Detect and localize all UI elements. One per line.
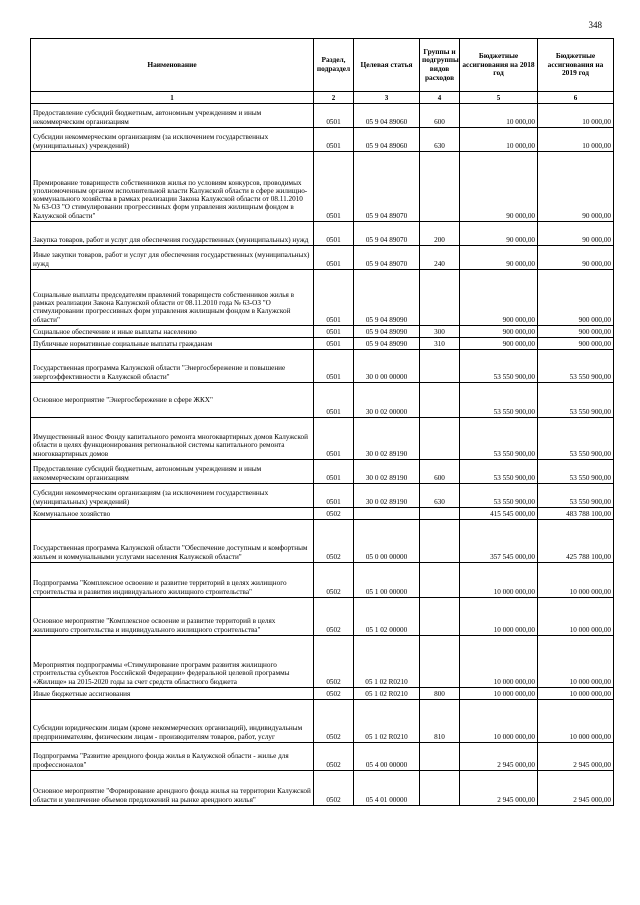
table-row <box>31 484 614 508</box>
row-name: Публичные нормативные социальные выплаты гражданам <box>31 338 314 350</box>
row-2018: 90 000,00 <box>460 222 538 246</box>
header-name: Наименование <box>31 39 314 92</box>
table-row <box>31 418 614 460</box>
row-section: 0501 <box>314 128 354 152</box>
table-row <box>31 350 614 383</box>
row-2018: 10 000 000,00 <box>460 688 538 700</box>
row-group: 600 <box>420 104 460 128</box>
row-2019: 53 550 900,00 <box>538 418 614 460</box>
row-2019: 10 000,00 <box>538 128 614 152</box>
table-row <box>31 152 614 222</box>
row-target: 05 1 00 00000 <box>354 563 420 598</box>
row-2018: 900 000,00 <box>460 338 538 350</box>
row-target: 05 9 04 89070 <box>354 246 420 270</box>
row-group <box>420 520 460 563</box>
row-target: 30 0 02 00000 <box>354 383 420 418</box>
table-row <box>31 246 614 270</box>
row-2019: 10 000 000,00 <box>538 700 614 743</box>
row-name: Субсидии некоммерческим организациям (за исключением государственных (муниципальных) учреждений) <box>31 128 314 152</box>
row-2019: 53 550 900,00 <box>538 350 614 383</box>
table-row <box>31 520 614 563</box>
col-number: 4 <box>420 92 460 104</box>
row-name: Социальное обеспечение и иные выплаты населению <box>31 326 314 338</box>
row-section: 0501 <box>314 222 354 246</box>
row-name: Государственная программа Калужской области "Обеспечение доступным и комфортным жильем и коммунальными услугами населения Калужской области" <box>31 520 314 563</box>
row-group <box>420 743 460 771</box>
row-2019: 10 000,00 <box>538 104 614 128</box>
row-name: Субсидии некоммерческим организациям (за исключением государственных (муниципальных) учреждений) <box>31 484 314 508</box>
row-target: 05 1 02 R0210 <box>354 700 420 743</box>
row-2019: 90 000,00 <box>538 246 614 270</box>
row-2018: 53 550 900,00 <box>460 350 538 383</box>
row-section: 0501 <box>314 484 354 508</box>
row-group: 240 <box>420 246 460 270</box>
col-number: 2 <box>314 92 354 104</box>
row-name: Подпрограмма "Развитие арендного фонда жилья в Калужской области - жилье для профессионалов" <box>31 743 314 771</box>
row-target: 30 0 02 89190 <box>354 460 420 484</box>
row-2019: 90 000,00 <box>538 222 614 246</box>
row-2018: 10 000 000,00 <box>460 563 538 598</box>
table-row <box>31 563 614 598</box>
row-name: Основное мероприятие "Формирование арендного фонда жилья на территории Калужской области и увеличение объемов предложений на рынке арендного жилья" <box>31 771 314 806</box>
row-name: Имущественный взнос Фонду капитального ремонта многоквартирных домов Калужской области в целях функционирования региональной системы капитального ремонта многоквартирных домов <box>31 418 314 460</box>
row-2018: 53 550 900,00 <box>460 418 538 460</box>
row-2018: 10 000 000,00 <box>460 598 538 636</box>
row-section: 0501 <box>314 246 354 270</box>
row-2019: 900 000,00 <box>538 338 614 350</box>
row-group <box>420 598 460 636</box>
row-target: 05 9 04 89060 <box>354 104 420 128</box>
table-row <box>31 508 614 520</box>
row-target: 05 1 02 R0210 <box>354 688 420 700</box>
row-group: 300 <box>420 326 460 338</box>
table-row <box>31 326 614 338</box>
row-target: 30 0 02 89190 <box>354 418 420 460</box>
table-row <box>31 636 614 688</box>
row-name: Основное мероприятие "Комплексное освоение и развитие территорий в целях жилищного строительства и индивидуального жилищного строительства" <box>31 598 314 636</box>
row-2018: 10 000 000,00 <box>460 636 538 688</box>
row-2018: 2 945 000,00 <box>460 771 538 806</box>
budget-table <box>30 38 614 806</box>
row-target: 05 9 04 89060 <box>354 128 420 152</box>
table-row <box>31 598 614 636</box>
row-target: 05 9 04 89090 <box>354 270 420 326</box>
row-2019: 425 788 100,00 <box>538 520 614 563</box>
table-row <box>31 338 614 350</box>
row-name: Иные бюджетные ассигнования <box>31 688 314 700</box>
table-row <box>31 222 614 246</box>
row-target: 05 4 01 00000 <box>354 771 420 806</box>
row-2019: 900 000,00 <box>538 270 614 326</box>
row-2018: 53 550 900,00 <box>460 460 538 484</box>
row-group <box>420 508 460 520</box>
row-2018: 10 000,00 <box>460 128 538 152</box>
page-number: 348 <box>588 20 602 30</box>
row-name: Предоставление субсидий бюджетным, автономным учреждениям и иным некоммерческим организациям <box>31 104 314 128</box>
row-group: 810 <box>420 700 460 743</box>
row-target <box>354 508 420 520</box>
row-name: Мероприятия подпрограммы «Стимулирование программ развития жилищного строительства субъектов Российской Федерации» федеральной целевой программы «Жилище» на 2015-2020 годы за счет средств областного бюджета <box>31 636 314 688</box>
row-2018: 53 550 900,00 <box>460 484 538 508</box>
column-number-row <box>31 92 614 104</box>
table-row <box>31 128 614 152</box>
row-section: 0501 <box>314 338 354 350</box>
row-name: Субсидии юридическим лицам (кроме некоммерческих организаций), индивидуальным предпринимателям, физическим лицам - производителям товаров, работ, услуг <box>31 700 314 743</box>
table-row <box>31 383 614 418</box>
row-group: 630 <box>420 484 460 508</box>
header-section: Раздел, подраздел <box>314 39 354 92</box>
row-group: 200 <box>420 222 460 246</box>
col-number: 5 <box>460 92 538 104</box>
row-2018: 10 000 000,00 <box>460 700 538 743</box>
row-target: 30 0 00 00000 <box>354 350 420 383</box>
row-target: 05 1 02 00000 <box>354 598 420 636</box>
row-group <box>420 270 460 326</box>
row-2019: 10 000 000,00 <box>538 598 614 636</box>
row-section: 0501 <box>314 418 354 460</box>
col-number: 3 <box>354 92 420 104</box>
row-group <box>420 152 460 222</box>
row-group: 800 <box>420 688 460 700</box>
row-group: 310 <box>420 338 460 350</box>
row-target: 05 1 02 R0210 <box>354 636 420 688</box>
row-section: 0502 <box>314 598 354 636</box>
header-2018: Бюджетные ассигнования на 2018 год <box>460 39 538 92</box>
row-target: 05 4 00 00000 <box>354 743 420 771</box>
row-2019: 2 945 000,00 <box>538 743 614 771</box>
row-2019: 53 550 900,00 <box>538 383 614 418</box>
header-2019: Бюджетные ассигнования на 2019 год <box>538 39 614 92</box>
table-row <box>31 460 614 484</box>
table-row <box>31 700 614 743</box>
row-2019: 10 000 000,00 <box>538 563 614 598</box>
row-2019: 2 945 000,00 <box>538 771 614 806</box>
row-group: 600 <box>420 460 460 484</box>
row-2018: 900 000,00 <box>460 326 538 338</box>
row-2018: 53 550 900,00 <box>460 383 538 418</box>
table-row <box>31 743 614 771</box>
row-section: 0501 <box>314 270 354 326</box>
row-target: 05 9 04 89090 <box>354 338 420 350</box>
row-target: 05 9 04 89070 <box>354 152 420 222</box>
row-name: Предоставление субсидий бюджетным, автономным учреждениям и иным некоммерческим организациям <box>31 460 314 484</box>
row-2019: 53 550 900,00 <box>538 460 614 484</box>
row-section: 0501 <box>314 460 354 484</box>
row-group <box>420 383 460 418</box>
row-2018: 415 545 000,00 <box>460 508 538 520</box>
row-section: 0502 <box>314 688 354 700</box>
table-header-row <box>31 39 614 92</box>
row-group <box>420 418 460 460</box>
row-target: 05 0 00 00000 <box>354 520 420 563</box>
table-row <box>31 688 614 700</box>
header-target: Целевая статья <box>354 39 420 92</box>
row-name: Основное мероприятие "Энергосбережение в сфере ЖКХ" <box>31 383 314 418</box>
col-number: 1 <box>31 92 314 104</box>
row-section: 0502 <box>314 636 354 688</box>
row-name: Государственная программа Калужской области "Энергосбережение и повышение энергоэффективности в Калужской области" <box>31 350 314 383</box>
row-name: Коммунальное хозяйство <box>31 508 314 520</box>
row-section: 0502 <box>314 563 354 598</box>
row-target: 05 9 04 89070 <box>354 222 420 246</box>
row-target: 30 0 02 89190 <box>354 484 420 508</box>
row-section: 0501 <box>314 152 354 222</box>
row-2018: 90 000,00 <box>460 152 538 222</box>
row-group <box>420 563 460 598</box>
table-row <box>31 104 614 128</box>
row-name: Иные закупки товаров, работ и услуг для обеспечения государственных (муниципальных) нужд <box>31 246 314 270</box>
row-section: 0502 <box>314 520 354 563</box>
row-group <box>420 350 460 383</box>
row-2019: 90 000,00 <box>538 152 614 222</box>
row-2019: 483 788 100,00 <box>538 508 614 520</box>
row-2019: 10 000 000,00 <box>538 636 614 688</box>
table-row <box>31 270 614 326</box>
row-2018: 10 000,00 <box>460 104 538 128</box>
row-2018: 2 945 000,00 <box>460 743 538 771</box>
row-section: 0502 <box>314 700 354 743</box>
table-row <box>31 771 614 806</box>
row-name: Подпрограмма "Комплексное освоение и развитие территорий в целях жилищного строительства и развития индивидуального жилищного строительства" <box>31 563 314 598</box>
row-section: 0502 <box>314 743 354 771</box>
row-section: 0501 <box>314 326 354 338</box>
row-group <box>420 771 460 806</box>
row-section: 0502 <box>314 771 354 806</box>
row-section: 0501 <box>314 104 354 128</box>
row-2018: 90 000,00 <box>460 246 538 270</box>
row-name: Премирование товариществ собственников жилья по условиям конкурсов, проводимых уполномоченным органом исполнительной власти Калужской области в сфере жилищно-коммунального хозяйства в рамках реализации Закона Калужской области от 08.11.2010 № 63-ОЗ "О стимулировании прогрессивных форм управления жилищным фондом в Калужской области" <box>31 152 314 222</box>
header-groups: Группы и подгруппы видов расходов <box>420 39 460 92</box>
row-2019: 53 550 900,00 <box>538 484 614 508</box>
row-name: Социальные выплаты председателям правлений товариществ собственников жилья в рамках реализации Закона Калужской области от 08.11.2010 года № 63-ОЗ "О стимулировании прогрессивных форм управления жилищным фондом в Калужской области" <box>31 270 314 326</box>
row-2018: 900 000,00 <box>460 270 538 326</box>
row-section: 0502 <box>314 508 354 520</box>
row-section: 0501 <box>314 350 354 383</box>
row-name: Закупка товаров, работ и услуг для обеспечения государственных (муниципальных) нужд <box>31 222 314 246</box>
row-section: 0501 <box>314 383 354 418</box>
row-group: 630 <box>420 128 460 152</box>
row-2019: 900 000,00 <box>538 326 614 338</box>
row-2019: 10 000 000,00 <box>538 688 614 700</box>
row-group <box>420 636 460 688</box>
row-2018: 357 545 000,00 <box>460 520 538 563</box>
row-target: 05 9 04 89090 <box>354 326 420 338</box>
col-number: 6 <box>538 92 614 104</box>
